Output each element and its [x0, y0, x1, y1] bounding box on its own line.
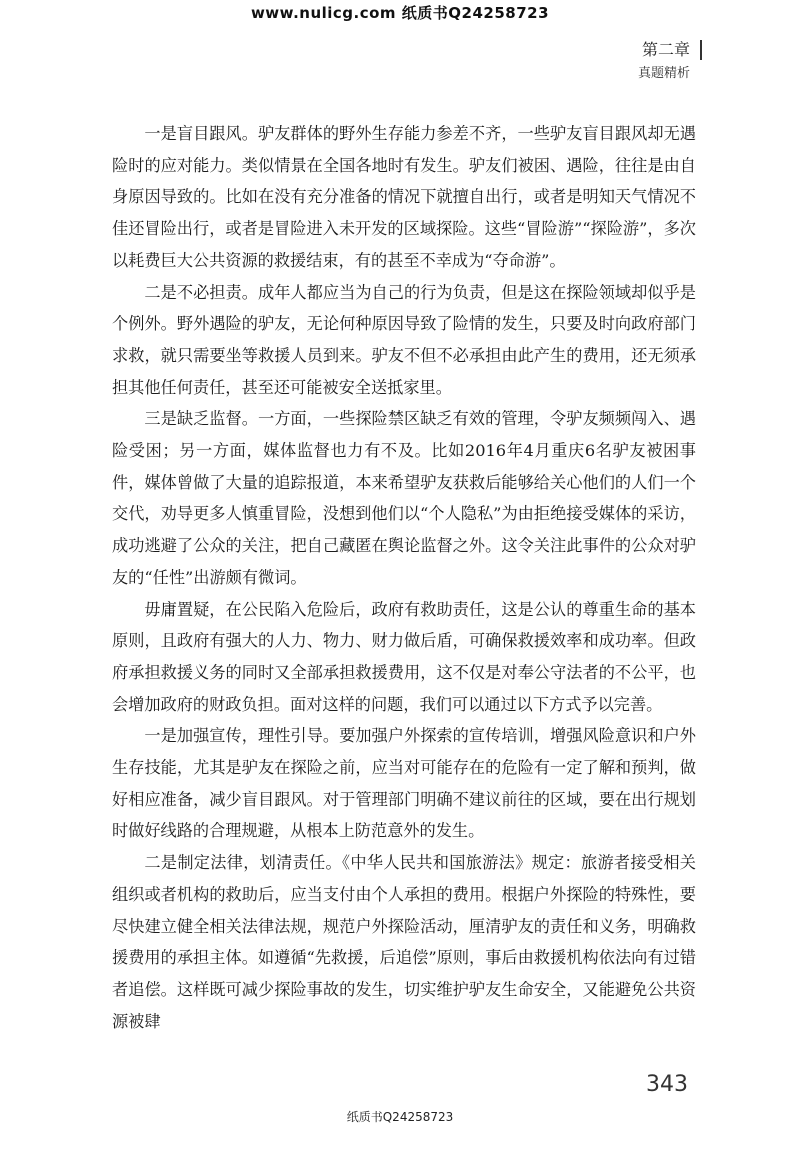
chapter-header: [638, 40, 690, 84]
top-watermark: www.nulicg.com 纸质书Q24258723: [250, 4, 550, 22]
body-text: [112, 118, 696, 1037]
paragraph-5: 一是加强宣传，理性引导。要加强户外探索的宣传培训，增强风险意识和户外生存技能，尤其是驴友在探险之前，应当对可能存在的危险有一定了解和预判，做好相应准备，减少盲目跟风。对于管理部门明确不建议前往的区域，要在出行规划时做好线路的合理规避，从根本上防范意外的发生。: [112, 726, 696, 841]
chapter-divider-mark: [700, 40, 702, 60]
paragraph-4: 毋庸置疑，在公民陷入危险后，政府有救助责任，这是公认的尊重生命的基本原则，且政府有强大的人力、物力、财力做后盾，可确保救援效率和成功率。但政府承担救援义务的同时又全部承担救援费用，这不仅是对奉公守法者的不公平，也会增加政府的财政负担。面对这样的问题，我们可以通过以下方式予以完善。: [112, 599, 696, 714]
paragraph-3: 三是缺乏监督。一方面，一些探险禁区缺乏有效的管理，令驴友频频闯入、遇险受困；另一方面，媒体监督也力有不及。比如2016年4月重庆6名驴友被困事件，媒体曾做了大量的追踪报道，本来希望驴友获救后能够给关心他们的人们一个交代，劝导更多人慎重冒险，没想到他们以“个人隐私”为由拒绝接受媒体的采访，成功逃避了公众的关注，把自己藏匿在舆论监督之外。这令关注此事件的公众对驴友的“任性”出游颇有微词。: [112, 409, 696, 587]
paragraph-6: 二是制定法律，划清责任。《中华人民共和国旅游法》规定：旅游者接受相关组织或者机构的救助后，应当支付由个人承担的费用。根据户外探险的特殊性，要尽快建立健全相关法律法规，规范户外探险活动，厘清驴友的责任和义务，明确救援费用的承担主体。如遵循“先救援，后追偿”原则，事后由救援机构依法向有过错者追偿。这样既可减少探险事故的发生，切实维护驴友生命安全，又能避免公共资源被肆: [112, 853, 696, 1031]
paragraph-2: 二是不必担责。成年人都应当为自己的行为负责，但是这在探险领域却似乎是个例外。野外遇险的驴友，无论何种原因导致了险情的发生，只要及时向政府部门求救，就只需要坐等救援人员到来。驴友不但不必承担由此产生的费用，还无须承担其他任何责任，甚至还可能被安全送抵家里。: [112, 282, 696, 397]
paragraph-1: 一是盲目跟风。驴友群体的野外生存能力参差不齐，一些驴友盲目跟风却无遇险时的应对能力。类似情景在全国各地时有发生。驴友们被困、遇险，往往是由自身原因导致的。比如在没有充分准备的情况下就擅自出行，或者是明知天气情况不佳还冒险出行，或者是冒险进入未开发的区域探险。这些“冒险游”“探险游”，多次以耗费巨大公共资源的救援结束，有的甚至不幸成为“夺命游”。: [112, 124, 696, 270]
bottom-watermark: 纸质书Q24258723: [346, 1110, 454, 1124]
section-title: 真题精析: [637, 66, 690, 81]
page-number: 343: [646, 1072, 688, 1097]
chapter-title: 第二章: [641, 40, 690, 59]
